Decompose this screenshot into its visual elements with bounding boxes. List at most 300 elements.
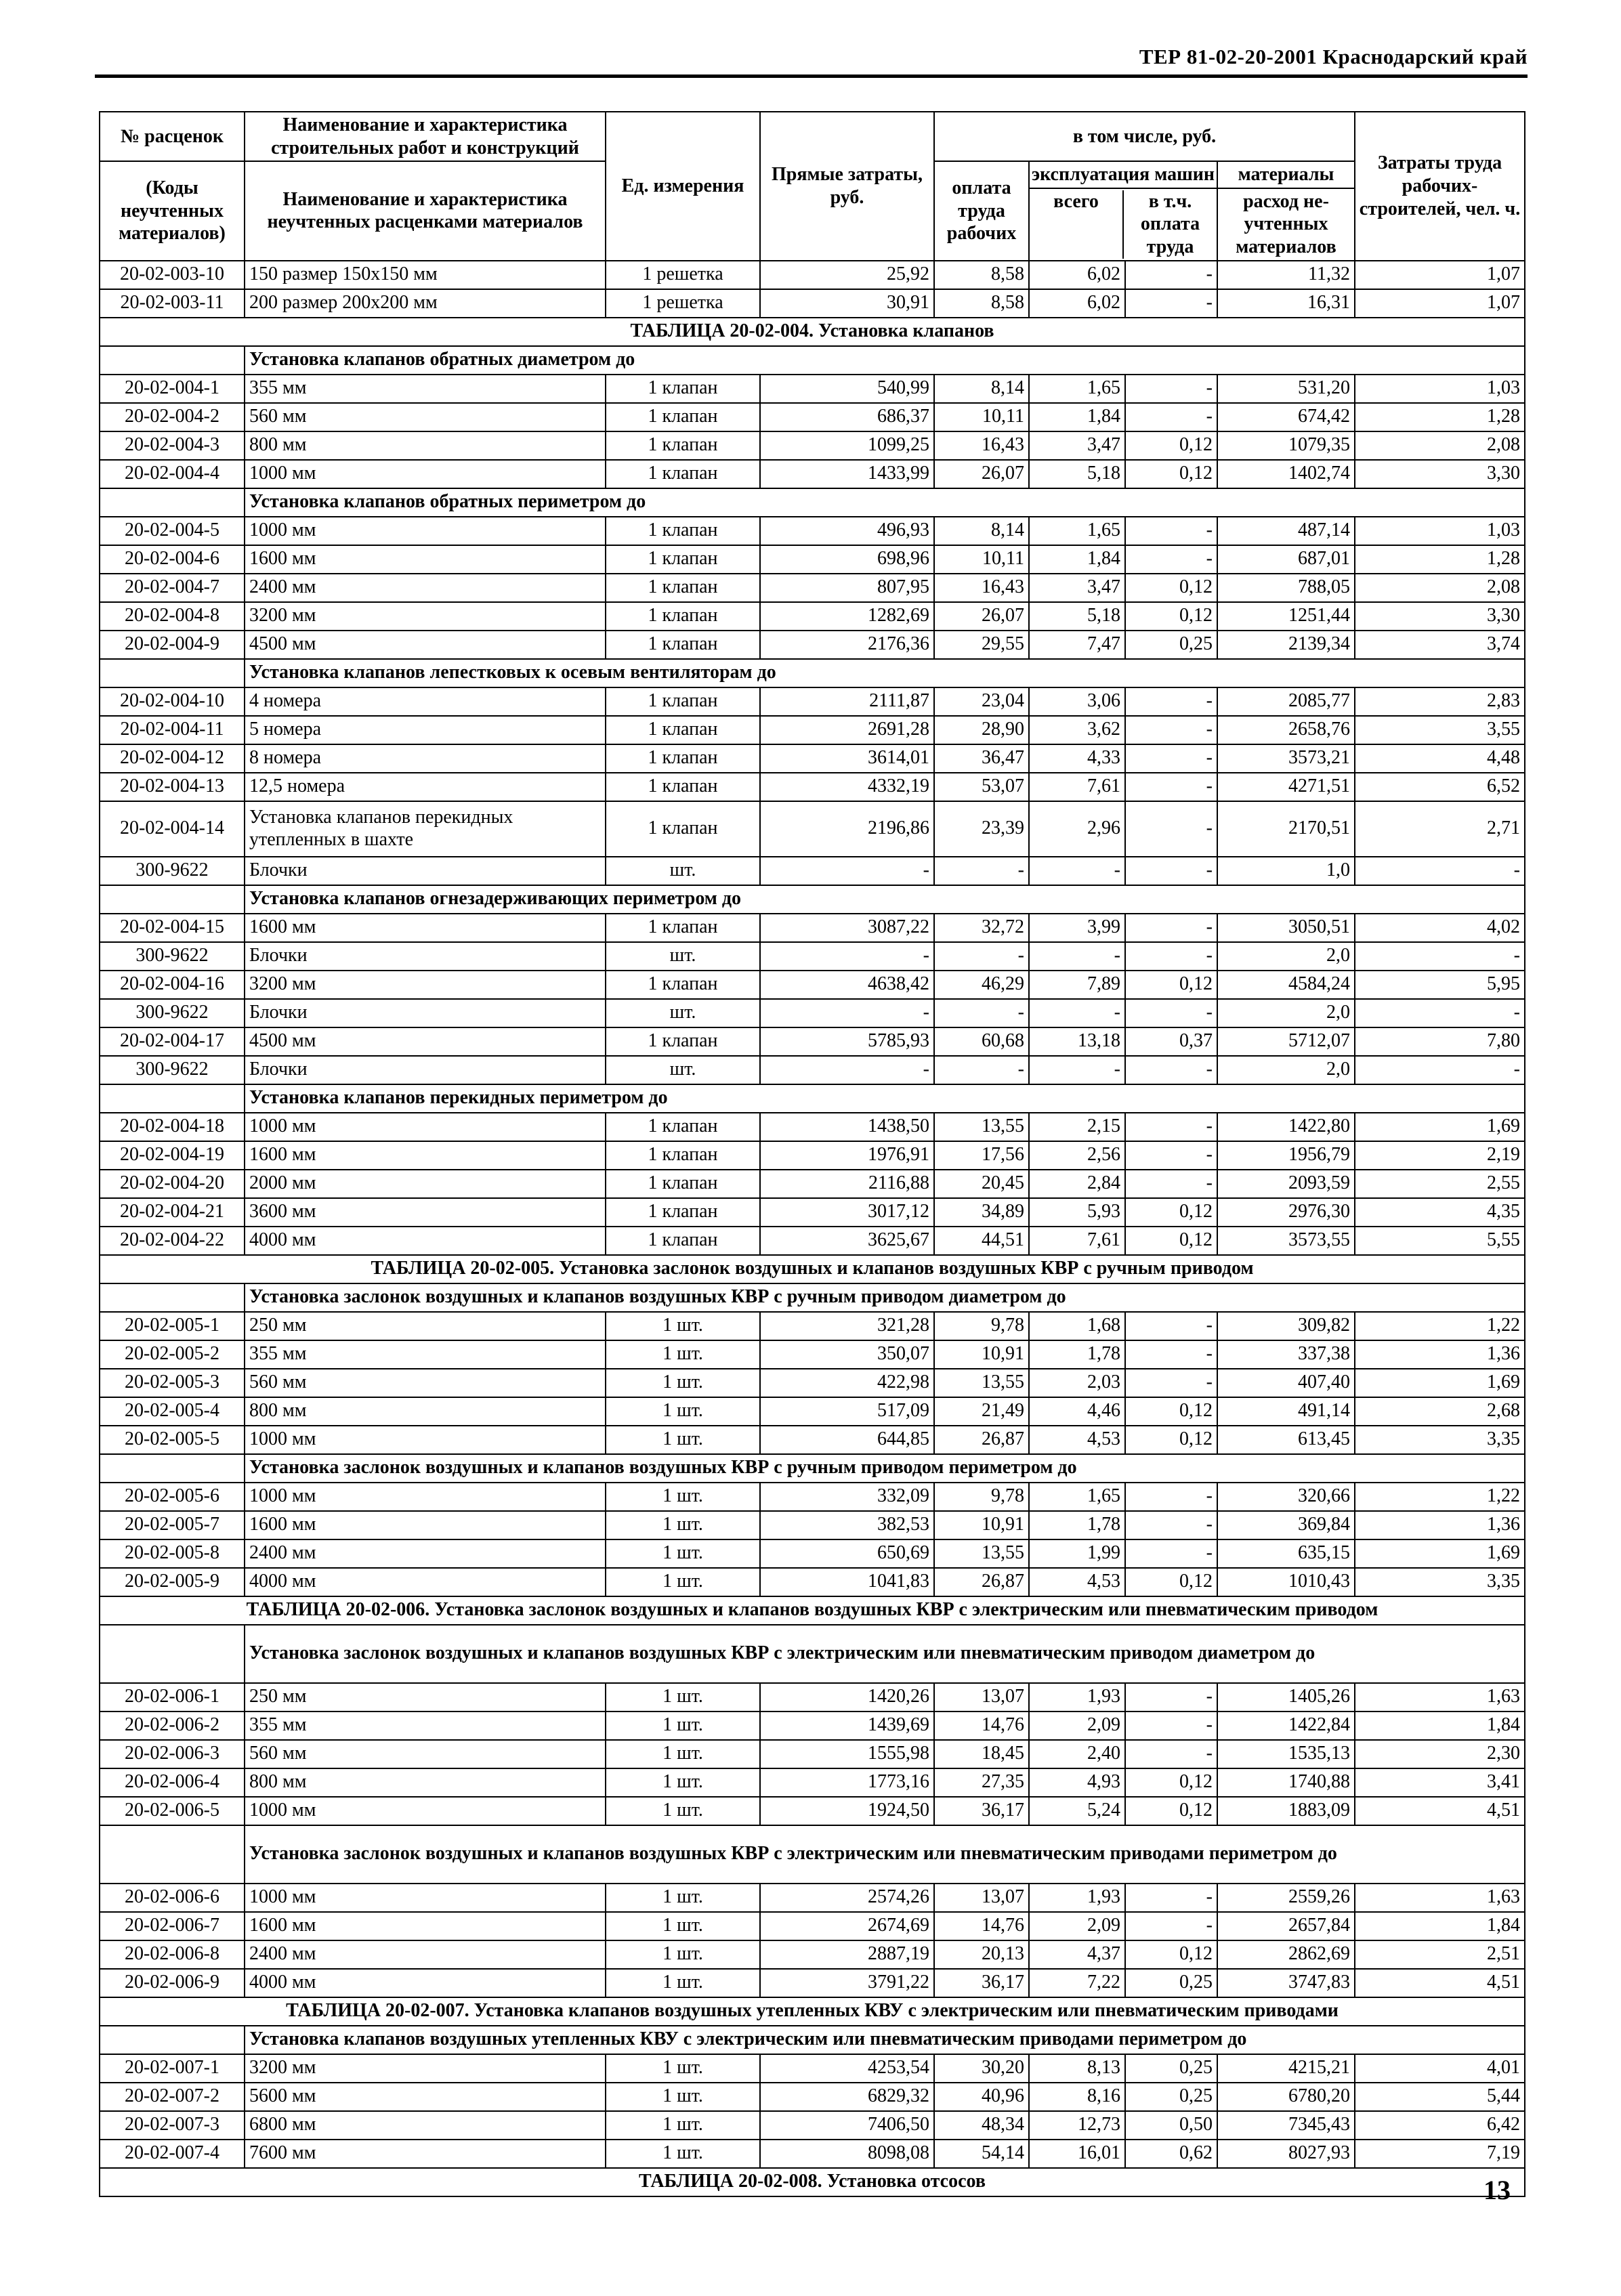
rate-code-cell: 20-02-004-3 bbox=[100, 431, 245, 460]
materials-cell: 3573,55 bbox=[1217, 1227, 1355, 1255]
table-row bbox=[100, 1369, 1525, 1397]
rate-code-cell: 20-02-004-6 bbox=[100, 545, 245, 574]
machines-wages-cell: - bbox=[1125, 744, 1217, 773]
table-row bbox=[100, 1797, 1525, 1825]
head-machines-wages: в т.ч. оплата труда bbox=[1140, 190, 1200, 257]
unit-cell: 1 шт. bbox=[606, 1712, 760, 1740]
rate-code-cell: 20-02-006-5 bbox=[100, 1797, 245, 1825]
machines-wages-cell: 0,12 bbox=[1125, 574, 1217, 602]
machines-wages-cell: 0,25 bbox=[1125, 631, 1217, 659]
work-name-cell: 1000 мм bbox=[245, 1884, 606, 1912]
rate-code-cell: 20-02-006-2 bbox=[100, 1712, 245, 1740]
rate-code-cell: 20-02-003-11 bbox=[100, 289, 245, 318]
machines-total-cell: 6,02 bbox=[1029, 289, 1125, 318]
materials-cell: 2170,51 bbox=[1217, 801, 1355, 857]
machines-wages-cell: - bbox=[1125, 1712, 1217, 1740]
wages-cell: - bbox=[934, 1056, 1029, 1084]
direct-costs-cell: 4638,42 bbox=[760, 971, 934, 999]
direct-costs-cell: 3087,22 bbox=[760, 914, 934, 942]
machines-total-cell: 4,33 bbox=[1029, 744, 1125, 773]
unit-cell: 1 клапан bbox=[606, 1141, 760, 1170]
work-name-cell: Блочки bbox=[245, 1056, 606, 1084]
materials-cell: 1,0 bbox=[1217, 857, 1355, 885]
head-machines-total: всего bbox=[1030, 190, 1124, 259]
materials-cell: 4584,24 bbox=[1217, 971, 1355, 999]
direct-costs-cell: 807,95 bbox=[760, 574, 934, 602]
direct-costs-cell: 422,98 bbox=[760, 1369, 934, 1397]
machines-total-cell: 1,84 bbox=[1029, 403, 1125, 431]
head-material-names: Наименование и характеристика неучтенных расценками материалов bbox=[245, 161, 606, 260]
machines-total-cell: 1,93 bbox=[1029, 1884, 1125, 1912]
rate-code-cell: 20-02-004-9 bbox=[100, 631, 245, 659]
wages-cell: 16,43 bbox=[934, 574, 1029, 602]
subsection-title: Установка заслонок воздушных и клапанов воздушных КВР с ручным приводом диаметром до bbox=[245, 1283, 1525, 1312]
wages-cell: 10,11 bbox=[934, 403, 1029, 431]
unit-cell: 1 клапан bbox=[606, 631, 760, 659]
table-row bbox=[100, 1170, 1525, 1198]
materials-cell: 2,0 bbox=[1217, 942, 1355, 971]
table-section-title bbox=[100, 1596, 1525, 1625]
table-row bbox=[100, 574, 1525, 602]
machines-wages-cell: 0,12 bbox=[1125, 460, 1217, 488]
direct-costs-cell: 698,96 bbox=[760, 545, 934, 574]
machines-total-cell: 12,73 bbox=[1029, 2111, 1125, 2140]
rate-code-cell: 20-02-007-3 bbox=[100, 2111, 245, 2140]
head-machines: эксплуатация машин bbox=[1030, 163, 1217, 189]
machines-wages-cell: - bbox=[1125, 857, 1217, 885]
table-row bbox=[100, 460, 1525, 488]
work-name-cell: 3200 мм bbox=[245, 2054, 606, 2083]
direct-costs-cell: 496,93 bbox=[760, 517, 934, 545]
machines-total-cell: 2,56 bbox=[1029, 1141, 1125, 1170]
machines-wages-cell: 0,12 bbox=[1125, 1940, 1217, 1969]
machines-wages-cell: - bbox=[1125, 1740, 1217, 1768]
unit-cell: 1 клапан bbox=[606, 375, 760, 403]
materials-cell: 407,40 bbox=[1217, 1369, 1355, 1397]
table-section-title bbox=[100, 1255, 1525, 1283]
subsection-title: Установка заслонок воздушных и клапанов воздушных КВР с электрическим или пневматическим приводами периметром до bbox=[245, 1825, 1525, 1884]
table-row bbox=[100, 517, 1525, 545]
wages-cell: 53,07 bbox=[934, 773, 1029, 801]
machines-wages-cell: - bbox=[1125, 1884, 1217, 1912]
wages-cell: 13,07 bbox=[934, 1683, 1029, 1712]
work-name-cell: 4500 мм bbox=[245, 631, 606, 659]
machines-wages-cell: 0,12 bbox=[1125, 1568, 1217, 1596]
labor-costs-cell: 5,95 bbox=[1355, 971, 1525, 999]
machines-wages-cell: - bbox=[1125, 687, 1217, 716]
unit-cell: 1 клапан bbox=[606, 431, 760, 460]
machines-total-cell: 2,15 bbox=[1029, 1113, 1125, 1141]
unit-cell: 1 шт. bbox=[606, 1397, 760, 1426]
table-row bbox=[100, 744, 1525, 773]
materials-cell: 1402,74 bbox=[1217, 460, 1355, 488]
rate-code-cell: 20-02-005-5 bbox=[100, 1426, 245, 1454]
labor-costs-cell: 7,80 bbox=[1355, 1027, 1525, 1056]
work-name-cell: 1000 мм bbox=[245, 1483, 606, 1511]
labor-costs-cell: 3,41 bbox=[1355, 1768, 1525, 1797]
rate-code-cell: 20-02-006-1 bbox=[100, 1683, 245, 1712]
work-name-cell: 560 мм bbox=[245, 1369, 606, 1397]
materials-cell: 320,66 bbox=[1217, 1483, 1355, 1511]
direct-costs-cell: 3614,01 bbox=[760, 744, 934, 773]
rate-code-cell: 20-02-004-5 bbox=[100, 517, 245, 545]
wages-cell: 13,55 bbox=[934, 1539, 1029, 1568]
rate-code-cell: 20-02-007-2 bbox=[100, 2083, 245, 2111]
direct-costs-cell: 2116,88 bbox=[760, 1170, 934, 1198]
table-row bbox=[100, 942, 1525, 971]
direct-costs-cell: 650,69 bbox=[760, 1539, 934, 1568]
table-row bbox=[100, 687, 1525, 716]
unit-cell: 1 клапан bbox=[606, 914, 760, 942]
wages-cell: 46,29 bbox=[934, 971, 1029, 999]
rate-code-cell: 20-02-007-1 bbox=[100, 2054, 245, 2083]
wages-cell: 54,14 bbox=[934, 2140, 1029, 2168]
labor-costs-cell: 3,30 bbox=[1355, 460, 1525, 488]
machines-total-cell: - bbox=[1029, 1056, 1125, 1084]
empty-code-cell bbox=[100, 1454, 245, 1483]
machines-wages-cell: - bbox=[1125, 1170, 1217, 1198]
work-name-cell: Блочки bbox=[245, 857, 606, 885]
direct-costs-cell: 382,53 bbox=[760, 1511, 934, 1539]
machines-total-cell: 1,78 bbox=[1029, 1511, 1125, 1539]
direct-costs-cell: 3625,67 bbox=[760, 1227, 934, 1255]
table-row bbox=[100, 602, 1525, 631]
machines-total-cell: 1,99 bbox=[1029, 1539, 1125, 1568]
materials-cell: 491,14 bbox=[1217, 1397, 1355, 1426]
machines-total-cell: 1,65 bbox=[1029, 517, 1125, 545]
materials-cell: 1883,09 bbox=[1217, 1797, 1355, 1825]
direct-costs-cell: - bbox=[760, 1056, 934, 1084]
table-row bbox=[100, 431, 1525, 460]
wages-cell: 29,55 bbox=[934, 631, 1029, 659]
table-row bbox=[100, 1511, 1525, 1539]
machines-total-cell: - bbox=[1029, 999, 1125, 1027]
wages-cell: 20,13 bbox=[934, 1940, 1029, 1969]
table-row bbox=[100, 375, 1525, 403]
machines-total-cell: 8,13 bbox=[1029, 2054, 1125, 2083]
document-header bbox=[95, 42, 1528, 83]
direct-costs-cell: 1924,50 bbox=[760, 1797, 934, 1825]
machines-wages-cell: - bbox=[1125, 403, 1217, 431]
direct-costs-cell: 6829,32 bbox=[760, 2083, 934, 2111]
machines-total-cell: 4,53 bbox=[1029, 1426, 1125, 1454]
unit-cell: 1 шт. bbox=[606, 1740, 760, 1768]
machines-total-cell: 4,46 bbox=[1029, 1397, 1125, 1426]
machines-total-cell: 3,47 bbox=[1029, 574, 1125, 602]
subsection-title: Установка клапанов огнезадерживающих периметром до bbox=[245, 885, 1525, 914]
labor-costs-cell: 1,03 bbox=[1355, 375, 1525, 403]
wages-cell: 9,78 bbox=[934, 1483, 1029, 1511]
table-row bbox=[100, 1227, 1525, 1255]
labor-costs-cell: 2,08 bbox=[1355, 431, 1525, 460]
wages-cell: 26,07 bbox=[934, 460, 1029, 488]
machines-wages-cell: 0,25 bbox=[1125, 2054, 1217, 2083]
machines-total-cell: 3,99 bbox=[1029, 914, 1125, 942]
unit-cell: 1 клапан bbox=[606, 1170, 760, 1198]
wages-cell: 20,45 bbox=[934, 1170, 1029, 1198]
wages-cell: 8,58 bbox=[934, 261, 1029, 289]
rate-code-cell: 20-02-004-19 bbox=[100, 1141, 245, 1170]
work-name-cell: 2400 мм bbox=[245, 574, 606, 602]
work-name-cell: 3200 мм bbox=[245, 602, 606, 631]
labor-costs-cell: - bbox=[1355, 857, 1525, 885]
materials-cell: 1010,43 bbox=[1217, 1568, 1355, 1596]
head-unaccounted-materials: расход не-учтенных материалов bbox=[1236, 190, 1336, 257]
table-row bbox=[100, 1969, 1525, 1997]
rate-code-cell: 300-9622 bbox=[100, 999, 245, 1027]
labor-costs-cell: 1,03 bbox=[1355, 517, 1525, 545]
rate-code-cell: 20-02-006-9 bbox=[100, 1969, 245, 1997]
direct-costs-cell: 1099,25 bbox=[760, 431, 934, 460]
labor-costs-cell: 6,52 bbox=[1355, 773, 1525, 801]
work-name-cell: 2000 мм bbox=[245, 1170, 606, 1198]
unit-cell: 1 клапан bbox=[606, 744, 760, 773]
wages-cell: 8,14 bbox=[934, 517, 1029, 545]
labor-costs-cell: 1,69 bbox=[1355, 1539, 1525, 1568]
materials-cell: 16,31 bbox=[1217, 289, 1355, 318]
table-row bbox=[100, 1712, 1525, 1740]
head-including: в том числе, руб. bbox=[934, 112, 1355, 161]
wages-cell: 36,47 bbox=[934, 744, 1029, 773]
wages-cell: 14,76 bbox=[934, 1712, 1029, 1740]
unit-cell: шт. bbox=[606, 857, 760, 885]
head-wages: оплата труда рабочих bbox=[934, 161, 1029, 260]
unit-cell: 1 клапан bbox=[606, 971, 760, 999]
labor-costs-cell: 1,28 bbox=[1355, 545, 1525, 574]
machines-wages-cell: - bbox=[1125, 1340, 1217, 1369]
subsection-title: Установка клапанов перекидных периметром до bbox=[245, 1084, 1525, 1113]
direct-costs-cell: 2176,36 bbox=[760, 631, 934, 659]
labor-costs-cell: 2,51 bbox=[1355, 1940, 1525, 1969]
work-name-cell: 4000 мм bbox=[245, 1568, 606, 1596]
unit-cell: 1 шт. bbox=[606, 1539, 760, 1568]
unit-cell: 1 шт. bbox=[606, 1884, 760, 1912]
machines-total-cell: 2,09 bbox=[1029, 1912, 1125, 1940]
work-name-cell: 1000 мм bbox=[245, 517, 606, 545]
rate-code-cell: 20-02-004-22 bbox=[100, 1227, 245, 1255]
table-section-title bbox=[100, 1997, 1525, 2026]
subsection-title: Установка клапанов воздушных утепленных КВУ с электрическим или пневматическим приводами периметром до bbox=[245, 2026, 1525, 2054]
machines-wages-cell: - bbox=[1125, 1312, 1217, 1340]
work-name-cell: 5 номера bbox=[245, 716, 606, 744]
head-machines-group bbox=[1029, 161, 1217, 260]
machines-wages-cell: - bbox=[1125, 289, 1217, 318]
materials-cell: 2862,69 bbox=[1217, 1940, 1355, 1969]
machines-total-cell: 2,09 bbox=[1029, 1712, 1125, 1740]
work-name-cell: 355 мм bbox=[245, 1340, 606, 1369]
machines-wages-cell: 0,62 bbox=[1125, 2140, 1217, 2168]
empty-code-cell bbox=[100, 488, 245, 517]
unit-cell: 1 шт. bbox=[606, 1340, 760, 1369]
unit-cell: 1 решетка bbox=[606, 261, 760, 289]
direct-costs-cell: 2111,87 bbox=[760, 687, 934, 716]
subsection-title: Установка клапанов обратных периметром до bbox=[245, 488, 1525, 517]
rates-table bbox=[99, 111, 1525, 2197]
wages-cell: 36,17 bbox=[934, 1797, 1029, 1825]
wages-cell: 16,43 bbox=[934, 431, 1029, 460]
machines-wages-cell: - bbox=[1125, 1683, 1217, 1712]
labor-costs-cell: 2,83 bbox=[1355, 687, 1525, 716]
page-number: 13 bbox=[1483, 2175, 1511, 2205]
labor-costs-cell: 1,69 bbox=[1355, 1113, 1525, 1141]
table-row bbox=[100, 289, 1525, 318]
rate-code-cell: 20-02-004-14 bbox=[100, 801, 245, 857]
machines-total-cell: 1,84 bbox=[1029, 545, 1125, 574]
wages-cell: 28,90 bbox=[934, 716, 1029, 744]
machines-total-cell: 4,53 bbox=[1029, 1568, 1125, 1596]
rate-code-cell: 20-02-005-1 bbox=[100, 1312, 245, 1340]
materials-cell: 3747,83 bbox=[1217, 1969, 1355, 1997]
table-row bbox=[100, 1113, 1525, 1141]
materials-cell: 788,05 bbox=[1217, 574, 1355, 602]
table-row bbox=[100, 1683, 1525, 1712]
materials-cell: 2658,76 bbox=[1217, 716, 1355, 744]
rate-code-cell: 300-9622 bbox=[100, 942, 245, 971]
machines-total-cell: 7,47 bbox=[1029, 631, 1125, 659]
materials-cell: 674,42 bbox=[1217, 403, 1355, 431]
table-row bbox=[100, 1141, 1525, 1170]
wages-cell: 21,49 bbox=[934, 1397, 1029, 1426]
rates-table-container bbox=[99, 111, 1524, 2197]
labor-costs-cell: 4,02 bbox=[1355, 914, 1525, 942]
materials-cell: 3573,21 bbox=[1217, 744, 1355, 773]
work-name-cell: 7600 мм bbox=[245, 2140, 606, 2168]
materials-cell: 7345,43 bbox=[1217, 2111, 1355, 2140]
labor-costs-cell: - bbox=[1355, 942, 1525, 971]
labor-costs-cell: 1,07 bbox=[1355, 289, 1525, 318]
wages-cell: 34,89 bbox=[934, 1198, 1029, 1227]
direct-costs-cell: 2887,19 bbox=[760, 1940, 934, 1969]
materials-cell: 2,0 bbox=[1217, 1056, 1355, 1084]
materials-cell: 687,01 bbox=[1217, 545, 1355, 574]
table-section-title bbox=[100, 2168, 1525, 2196]
table-row bbox=[100, 631, 1525, 659]
machines-wages-cell: - bbox=[1125, 999, 1217, 1027]
direct-costs-cell: - bbox=[760, 942, 934, 971]
direct-costs-cell: 332,09 bbox=[760, 1483, 934, 1511]
work-name-cell: 800 мм bbox=[245, 1397, 606, 1426]
wages-cell: 8,58 bbox=[934, 289, 1029, 318]
materials-cell: 2,0 bbox=[1217, 999, 1355, 1027]
rate-code-cell: 20-02-004-2 bbox=[100, 403, 245, 431]
unit-cell: 1 клапан bbox=[606, 574, 760, 602]
direct-costs-cell: 3791,22 bbox=[760, 1969, 934, 1997]
head-direct-costs: Прямые затраты, руб. bbox=[760, 112, 934, 261]
unit-cell: 1 клапан bbox=[606, 801, 760, 857]
table-subsection-title bbox=[100, 1825, 1525, 1884]
rate-code-cell: 20-02-005-9 bbox=[100, 1568, 245, 1596]
materials-cell: 531,20 bbox=[1217, 375, 1355, 403]
labor-costs-cell: 5,55 bbox=[1355, 1227, 1525, 1255]
table-row bbox=[100, 1340, 1525, 1369]
machines-wages-cell: 0,12 bbox=[1125, 602, 1217, 631]
machines-total-cell: - bbox=[1029, 857, 1125, 885]
table-subsection-title bbox=[100, 659, 1525, 687]
direct-costs-cell: 1420,26 bbox=[760, 1683, 934, 1712]
work-name-cell: 4000 мм bbox=[245, 1227, 606, 1255]
unit-cell: 1 шт. bbox=[606, 1969, 760, 1997]
labor-costs-cell: 1,22 bbox=[1355, 1312, 1525, 1340]
rate-code-cell: 20-02-004-21 bbox=[100, 1198, 245, 1227]
wages-cell: 23,39 bbox=[934, 801, 1029, 857]
materials-cell: 6780,20 bbox=[1217, 2083, 1355, 2111]
document-code-title: ТЕР 81-02-20-2001 Краснодарский край bbox=[1139, 45, 1528, 68]
unit-cell: 1 клапан bbox=[606, 602, 760, 631]
unit-cell: 1 шт. bbox=[606, 1511, 760, 1539]
section-title: ТАБЛИЦА 20-02-006. Установка заслонок воздушных и клапанов воздушных КВР с электрическим или пневматическим приводом bbox=[100, 1596, 1525, 1625]
unit-cell: 1 шт. bbox=[606, 2054, 760, 2083]
head-unit: Ед. измерения bbox=[606, 112, 760, 261]
unit-cell: 1 клапан bbox=[606, 1113, 760, 1141]
unit-cell: 1 клапан bbox=[606, 403, 760, 431]
head-labor-costs: Затраты труда рабочих-строителей, чел. ч. bbox=[1355, 112, 1525, 261]
unit-cell: 1 шт. bbox=[606, 1683, 760, 1712]
materials-cell: 4215,21 bbox=[1217, 2054, 1355, 2083]
labor-costs-cell: 2,30 bbox=[1355, 1740, 1525, 1768]
rate-code-cell: 20-02-006-6 bbox=[100, 1884, 245, 1912]
work-name-cell: 800 мм bbox=[245, 431, 606, 460]
table-row bbox=[100, 1397, 1525, 1426]
work-name-cell: 1000 мм bbox=[245, 1797, 606, 1825]
machines-wages-cell: - bbox=[1125, 1511, 1217, 1539]
rate-code-cell: 20-02-003-10 bbox=[100, 261, 245, 289]
machines-total-cell: 1,68 bbox=[1029, 1312, 1125, 1340]
direct-costs-cell: 1438,50 bbox=[760, 1113, 934, 1141]
empty-code-cell bbox=[100, 1084, 245, 1113]
table-subsection-title bbox=[100, 1454, 1525, 1483]
header-rule bbox=[95, 75, 1528, 78]
rate-code-cell: 20-02-005-8 bbox=[100, 1539, 245, 1568]
wages-cell: 10,91 bbox=[934, 1340, 1029, 1369]
labor-costs-cell: 4,01 bbox=[1355, 2054, 1525, 2083]
table-row bbox=[100, 999, 1525, 1027]
wages-cell: 26,07 bbox=[934, 602, 1029, 631]
machines-wages-cell: 0,37 bbox=[1125, 1027, 1217, 1056]
table-row bbox=[100, 1768, 1525, 1797]
rate-code-cell: 20-02-006-7 bbox=[100, 1912, 245, 1940]
labor-costs-cell: 3,55 bbox=[1355, 716, 1525, 744]
rate-code-cell: 300-9622 bbox=[100, 857, 245, 885]
table-row bbox=[100, 1568, 1525, 1596]
work-name-cell: 355 мм bbox=[245, 375, 606, 403]
labor-costs-cell: 2,71 bbox=[1355, 801, 1525, 857]
machines-total-cell: 1,78 bbox=[1029, 1340, 1125, 1369]
unit-cell: 1 решетка bbox=[606, 289, 760, 318]
empty-code-cell bbox=[100, 346, 245, 375]
materials-cell: 11,32 bbox=[1217, 261, 1355, 289]
table-row bbox=[100, 1912, 1525, 1940]
machines-wages-cell: - bbox=[1125, 1369, 1217, 1397]
machines-wages-cell: - bbox=[1125, 773, 1217, 801]
materials-cell: 309,82 bbox=[1217, 1312, 1355, 1340]
work-name-cell: 150 размер 150х150 мм bbox=[245, 261, 606, 289]
wages-cell: 13,55 bbox=[934, 1369, 1029, 1397]
machines-wages-cell: 0,12 bbox=[1125, 1797, 1217, 1825]
materials-cell: 1251,44 bbox=[1217, 602, 1355, 631]
rate-code-cell: 20-02-004-12 bbox=[100, 744, 245, 773]
labor-costs-cell: 4,48 bbox=[1355, 744, 1525, 773]
machines-total-cell: 1,93 bbox=[1029, 1683, 1125, 1712]
table-row bbox=[100, 857, 1525, 885]
unit-cell: 1 клапан bbox=[606, 460, 760, 488]
work-name-cell: 560 мм bbox=[245, 1740, 606, 1768]
direct-costs-cell: 1433,99 bbox=[760, 460, 934, 488]
unit-cell: 1 шт. bbox=[606, 1426, 760, 1454]
section-title: ТАБЛИЦА 20-02-005. Установка заслонок воздушных и клапанов воздушных КВР с ручным приводом bbox=[100, 1255, 1525, 1283]
machines-wages-cell: - bbox=[1125, 1056, 1217, 1084]
labor-costs-cell: 2,08 bbox=[1355, 574, 1525, 602]
rate-code-cell: 20-02-004-10 bbox=[100, 687, 245, 716]
